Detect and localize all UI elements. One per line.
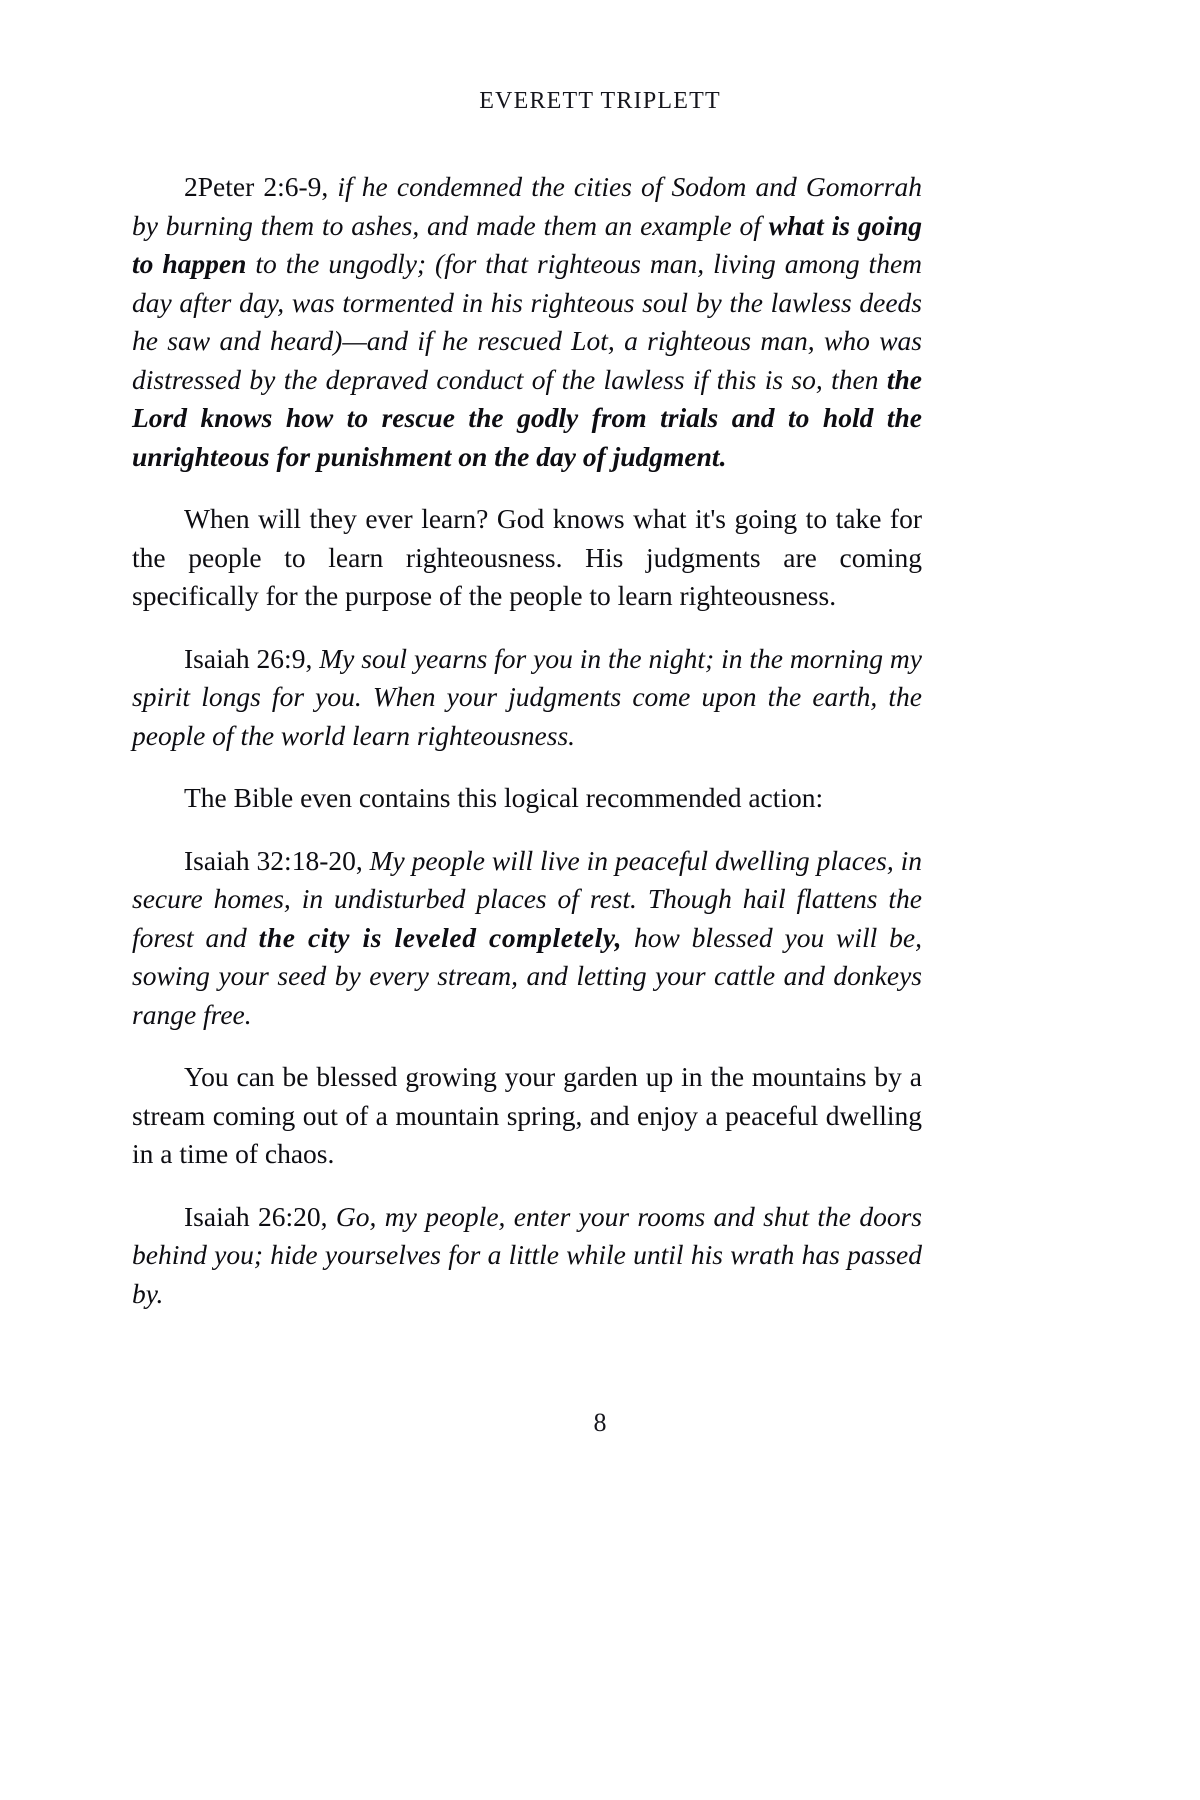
scripture-emphasis-3: the city is leveled completely, [258,921,623,953]
paragraph-blessed-garden: You can be blessed growing your garden up in the mountains by a stream coming out of a mountain spring, and enjoy a peaceful dwelling in a time of chaos. [132,1061,922,1169]
scripture-quote-isaiah-26-9: My soul yearns for you in the night; in the morning my spirit longs for you. When your judgments come upon the earth, the people of the world learn righteousness. [132,642,922,751]
paragraph-when-will-they-learn: When will they ever learn? God knows what it's going to take for the people to learn righteousness. His judgments are coming specifically for the purpose of the people to learn righteousness. [132,503,922,611]
scripture-emphasis-2: the Lord knows how to rescue the godly from trials and to hold the unrighteous for punishment on the day of judgment. [132,363,922,472]
scripture-quote-part-2: to the ungodly; (for that righteous man, living among them day after day, was tormented in his righteous soul by the lawless deeds he saw and heard)—and if he rescued Lot, a righteous man, who was distressed by the depraved conduct of the lawless if this is so, then [132,248,923,395]
scripture-quote-isaiah-32-part-1: My people will live in peaceful dwelling places, in secure homes, in undisturbed places of rest. Though hail flattens the forest and [132,844,922,953]
scripture-reference-2peter: 2Peter 2:6-9, [184,171,329,202]
paragraph-bible-recommended-action: The Bible even contains this logical recommended action: [184,782,824,813]
paragraph-2peter-quote [132,168,922,476]
scripture-emphasis-1: what is going to happen [132,209,922,279]
scripture-reference-isaiah-26-20: Isaiah 26:20, [184,1200,328,1232]
running-head [0,88,1200,115]
running-head-text: EVERETT TRIPLETT [479,88,721,114]
page-number: 8 [593,1408,607,1437]
scripture-reference-isaiah-32: Isaiah 32:18-20, [184,844,363,876]
body-text-block [132,168,922,1313]
scripture-quote-isaiah-26-20: Go, my people, enter your rooms and shut the doors behind you; hide yourselves for a little while until his wrath has passed by. [132,1200,922,1309]
scripture-reference-isaiah-26-9: Isaiah 26:9, [184,642,313,674]
paragraph-isaiah-26-9 [132,640,922,756]
scripture-quote-part-1: if he condemned the cities of Sodom and Gomorrah by burning them to ashes, and made them an example of [132,171,922,241]
paragraph-isaiah-26-20 [132,1198,922,1314]
paragraph-isaiah-32-18-20 [132,842,922,1035]
scripture-quote-isaiah-32-part-2: how blessed you will be, sowing your seed by every stream, and letting your cattle and donkeys range free. [132,921,922,1030]
